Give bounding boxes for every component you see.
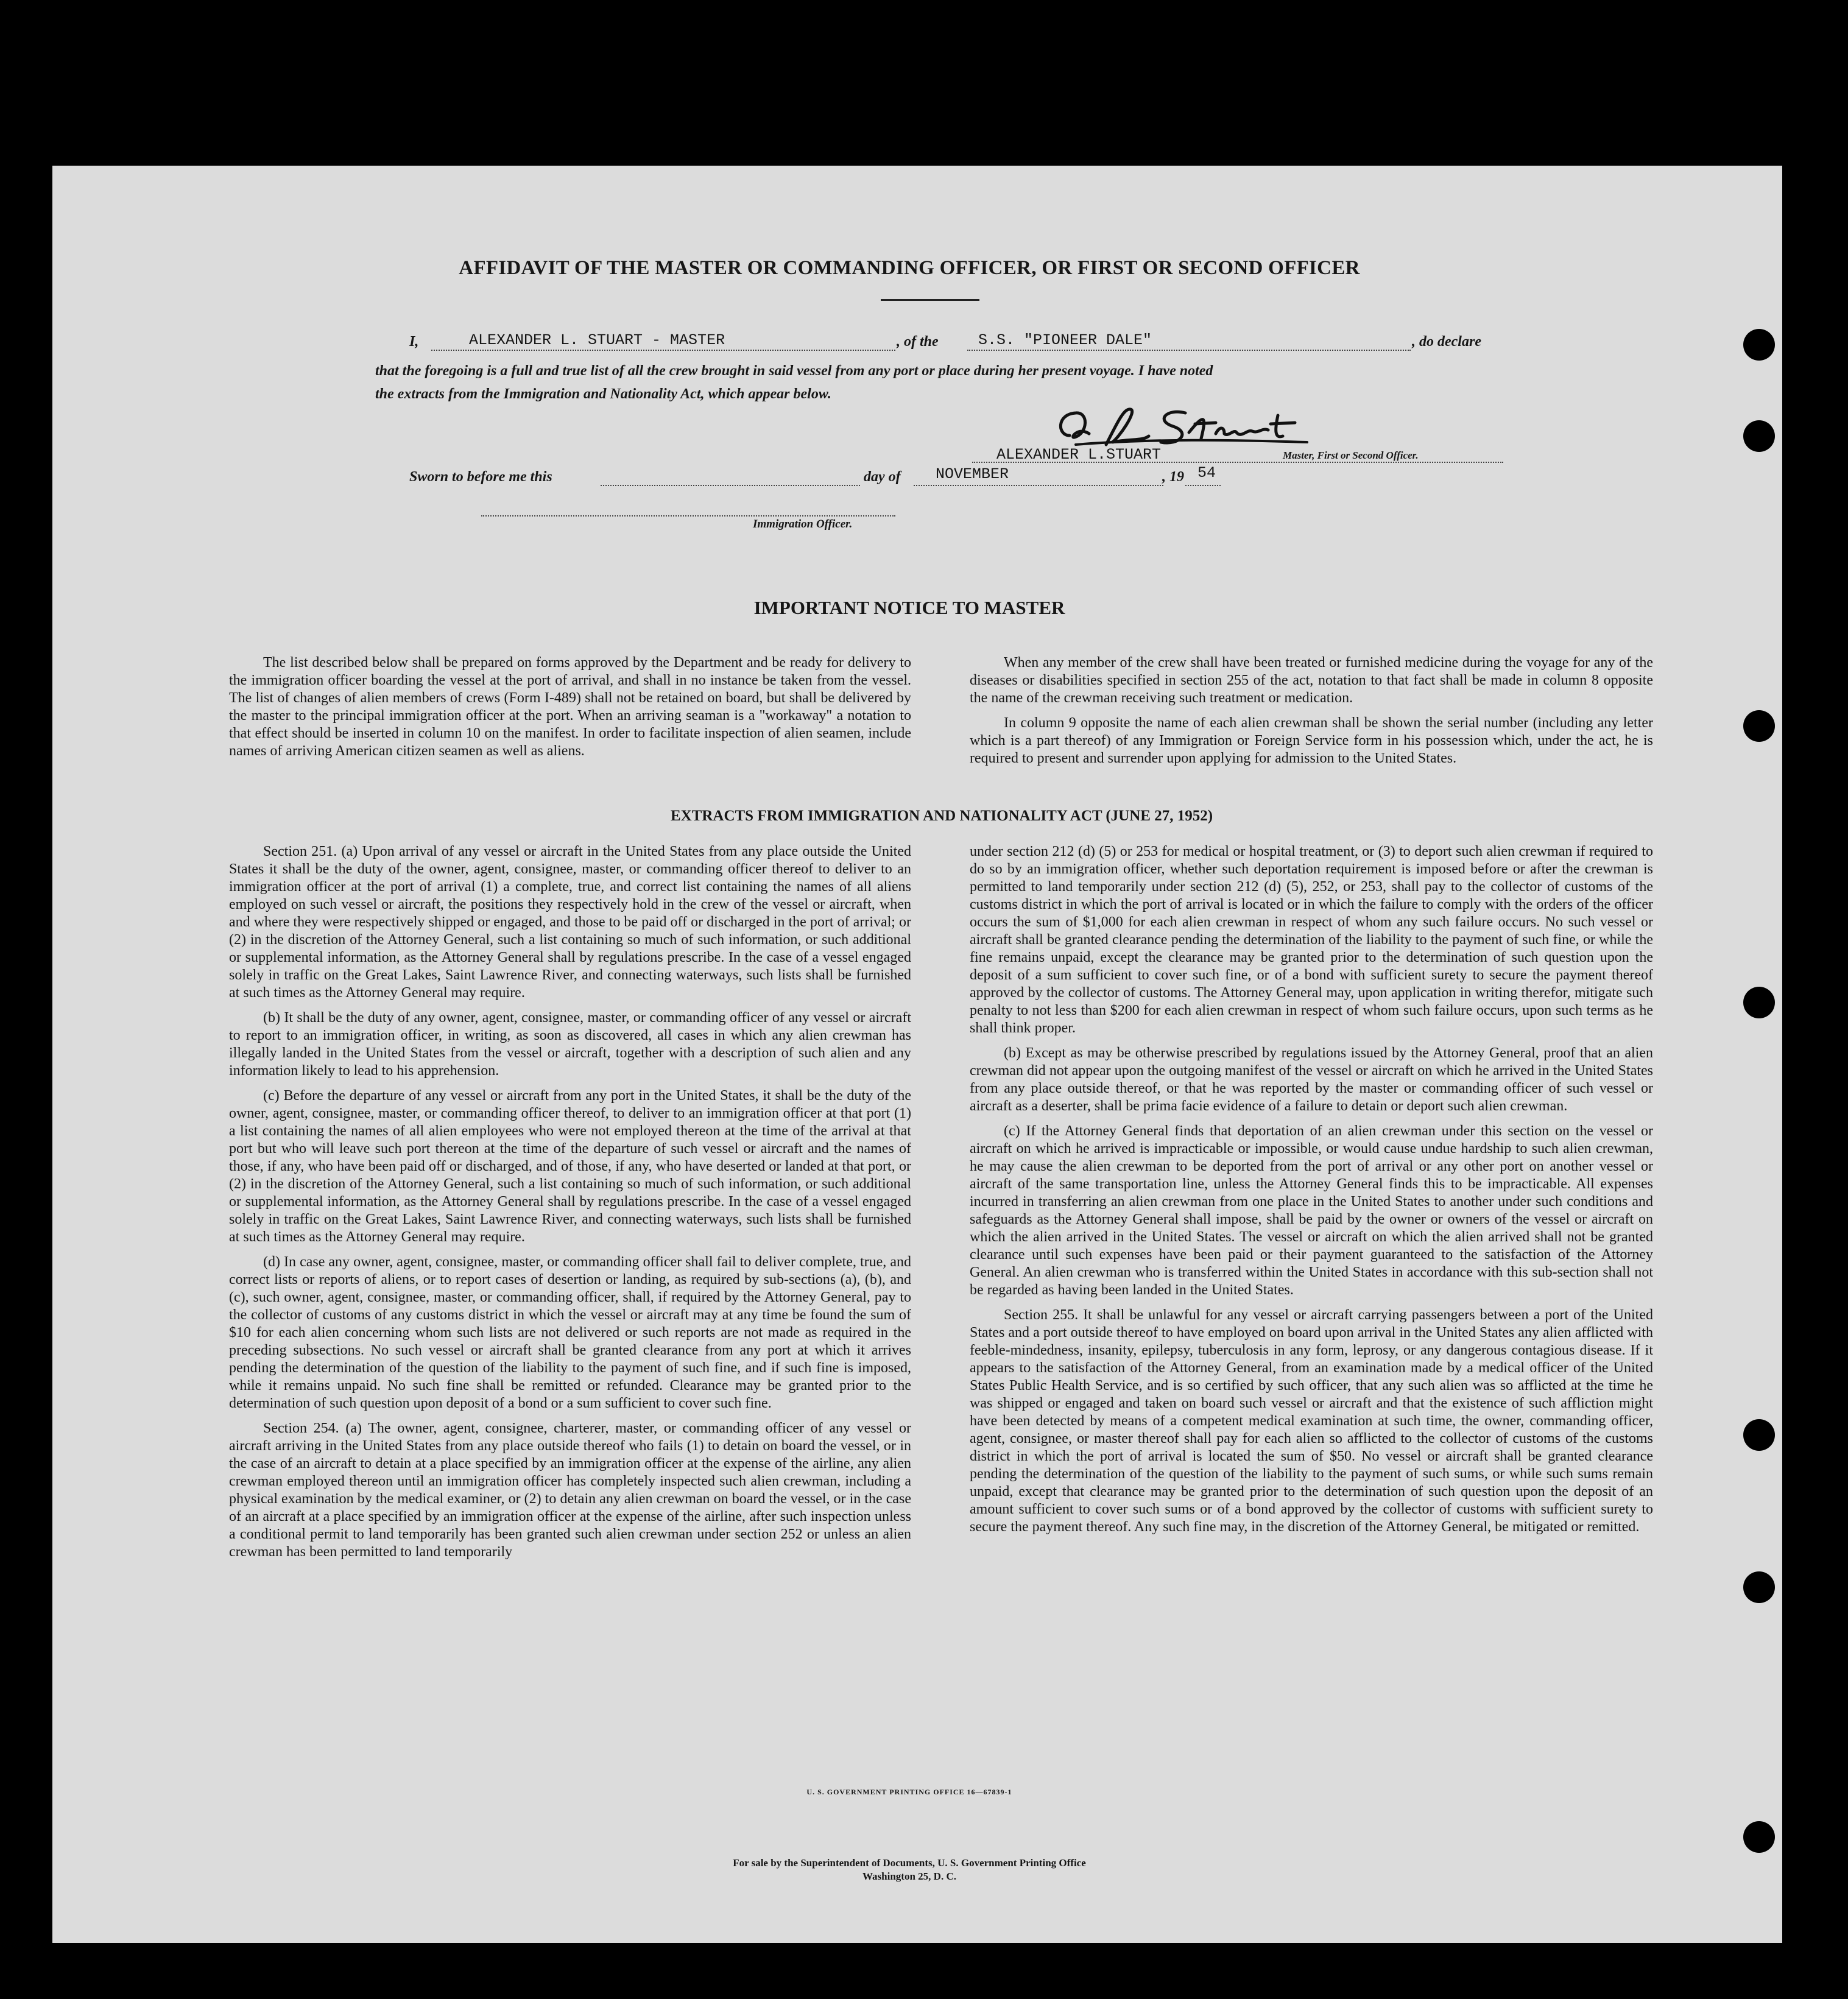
year-prefix: , 19 bbox=[1162, 469, 1184, 485]
section-254a-continued: under section 212 (d) (5) or 253 for medical or hospital treatment, or (3) to deport such alien crewman if required to do so by an immigration officer, whether such deportation requirement is imposed before or after the crewman is permitted to land temporarily under section 212 (d) (5), 252, or 253, shall pay to the collector of customs of the customs district in which the port of arrival is located or in which the failure to comply with the orders of the officer occurs the sum of $1,000 for each alien crewman in respect of whom any such failure occurs. No such vessel or aircraft shall be granted clearance pending the determination of the liability to the payment of such fine, or while the fine remains unpaid, except the clearance may be granted prior to the determination of such question upon the deposit of a sum sufficient to cover such fine, or of a bond with sufficient surety to secure the payment thereof approved by the collector of customs. The Attorney General may, upon application in writing therefor, mitigate such penalty to not less than $200 for each alien crewman in respect of whom such failure occurs, upon such terms as he shall think proper. bbox=[970, 844, 1653, 1036]
notice-right-paragraph-2: In column 9 opposite the name of each alien crewman shall be shown the serial number (including any letter which is a part thereof) of any Immigration or Foreign Service form in his possession which, under the act, he is required to present and surrender upon applying for admission to the United States. bbox=[970, 715, 1653, 766]
immigration-officer-label: Immigration Officer. bbox=[753, 518, 853, 531]
day-of-label: day of bbox=[864, 469, 901, 485]
month-value: NOVEMBER bbox=[936, 465, 1009, 483]
master-name-value: ALEXANDER L. STUART - MASTER bbox=[469, 331, 725, 349]
sale-notice bbox=[375, 1856, 1444, 1883]
section-251b: (b) It shall be the duty of any owner, agent, consignee, master, or commanding officer of any vessel or aircraft to report to an immigration officer, in writing, as soon as discovered, all cases in which any alien crewman has illegally landed in the United States from the vessel or aircraft, together with a description of such alien and any information likely to lead to his apprehension. bbox=[229, 1010, 911, 1079]
immigration-officer-line bbox=[481, 515, 895, 516]
binder-hole bbox=[1743, 710, 1775, 742]
binder-hole bbox=[1743, 1419, 1775, 1451]
do-declare-label: , do declare bbox=[1412, 334, 1481, 350]
signature-line bbox=[972, 462, 1503, 463]
binder-hole bbox=[1743, 420, 1775, 452]
year-value: 54 bbox=[1197, 464, 1216, 482]
bleed-through-text bbox=[418, 227, 424, 255]
notice-left-paragraph: The list described below shall be prepared on forms approved by the Department and be ready for delivery to the immigration officer boarding the vessel at the port of arrival, and shall in no instance be taken from the vessel. The list of changes of alien members of crews (Form I-489) shall not be retained on board, but shall be delivered by the master to the principal immigration officer at the port. When an arriving seaman is a "workaway" a notation to that effect should be inserted in column 10 on the manifest. In order to facilitate inspection of alien seamen, include names of arriving American citizen seamen as well as aliens. bbox=[229, 655, 911, 759]
section-251a: Section 251. (a) Upon arrival of any vessel or aircraft in the United States from any place outside the United States it shall be the duty of the owner, agent, consignee, master, or commanding officer thereof to deliver to an immigration officer at the port of arrival (1) a complete, true, and correct list containing the names of all aliens employed on such vessel or aircraft, the positions they respectively hold in the crew of the vessel or aircraft, when and where they were respectively shipped or engaged, and those to be paid off or discharged in the port of arrival; or (2) in the discretion of the Attorney General, such a list containing so much of such information, or such additional or supplemental information, as the Attorney General shall by regulations prescribe. In the case of a vessel engaged solely in traffic on the Great Lakes, Saint Lawrence River, and connecting waterways, such lists shall be furnished at such times as the Attorney General may require. bbox=[229, 844, 911, 1001]
master-name-line bbox=[431, 350, 895, 351]
title-rule bbox=[881, 299, 979, 301]
section-251c: (c) Before the departure of any vessel or aircraft from any port in the United States, it shall be the duty of the owner, agent, consignee, master, or commanding officer thereof, to deliver to an immigration officer at that port (1) a list containing the names of all alien employees who were not employed thereon at the time of the arrival at that port but who will leave such port thereon at the time of the departure of such vessel or aircraft and the names of those, if any, who have been paid off or discharged, and of those, if any, who have deserted or landed at that port, or (2) in the discretion of the Attorney General, such a list containing so much of such information, or such additional or supplemental information, as the Attorney General shall by regulations prescribe. In the case of a vessel engaged solely in traffic on the Great Lakes, Saint Lawrence River, and connecting waterways, such lists shall be furnished at such times as the Attorney General may require. bbox=[229, 1088, 911, 1245]
sale-notice-line-2: Washington 25, D. C. bbox=[862, 1870, 956, 1882]
notice-left-column bbox=[229, 654, 911, 767]
extracts-right-column bbox=[970, 843, 1653, 1775]
section-254b: (b) Except as may be otherwise prescribed by regulations issued by the Attorney General, proof that an alien crewman did not appear upon the outgoing manifest of the vessel or aircraft on which he arrived in the United States from any place outside thereof, or that he was reported by the master or commanding officer of such vessel or aircraft as a deserter, shall be prima facie evidence of a failure to detain or deport such alien crewman. bbox=[970, 1045, 1653, 1114]
declaration-line-3: the extracts from the Immigration and Nationality Act, which appear below. bbox=[375, 386, 831, 402]
binder-hole bbox=[1743, 987, 1775, 1018]
binder-hole bbox=[1743, 1571, 1775, 1603]
sworn-prefix: Sworn to before me this bbox=[409, 469, 552, 485]
signature-role: Master, First or Second Officer. bbox=[1283, 450, 1419, 461]
binder-hole bbox=[1743, 1821, 1775, 1853]
sworn-date-line bbox=[601, 485, 860, 486]
year-line bbox=[1185, 485, 1221, 486]
section-255: Section 255. It shall be unlawful for any vessel or aircraft carrying passengers between a port of the United States and a port outside thereof to have employed on board upon arrival in the United States any alien afflicted with feeble-mindedness, insanity, epilepsy, tuberculosis in any form, leprosy, or any dangerous contagious disease. If it appears to the satisfaction of the Attorney General, from an examination made by a medical officer of the United States Public Health Service, and is so certified by such officer, that any such alien was so afflicted at the time he was shipped or engaged and taken on board such vessel or aircraft and that the existence of such affliction might have been detected by means of a competent medical examination at such time, the owner, commanding officer, agent, consignee, or master thereof shall pay for each alien so afflicted to the collector of customs of the customs district in which the port of arrival is located the sum of $50. No vessel or aircraft shall be granted clearance pending the determination of the question of the liability to the payment of such sums, or while such sums remain unpaid, except that clearance may be granted prior to the determination of such question upon the deposit of an amount sufficient to cover such sums or of a bond approved by the collector of customs with sufficient surety to secure the payment thereof. Any such fine may, in the discretion of the Attorney General, be mitigated or remitted. bbox=[970, 1307, 1653, 1535]
printing-office-line: U. S. GOVERNMENT PRINTING OFFICE 16—67839-1 bbox=[806, 1788, 1012, 1796]
affidavit-title: AFFIDAVIT OF THE MASTER OR COMMANDING OFFICER, OR FIRST OR SECOND OFFICER bbox=[459, 257, 1360, 279]
vessel-line bbox=[967, 350, 1411, 351]
declaration-prefix: I, bbox=[409, 334, 419, 350]
section-254a: Section 254. (a) The owner, agent, consignee, charterer, master, or commanding officer of any vessel or aircraft arriving in the United States from any place outside thereof who fails (1) to detain on board the vessel, or in the case of an aircraft to detain at a place specified by an immigration officer at the expense of the airline, any alien crewman employed thereon until an immigration officer has completely inspected such alien crewman, including a physical examination by the medical examiner, or (2) to detain any alien crewman on board the vessel, or in the case of an aircraft at a place specified by an immigration officer at the expense of the airline, after such inspection unless a conditional permit to land temporarily has been granted such alien crewman under section 252 or unless an alien crewman has been permitted to land temporarily bbox=[229, 1420, 911, 1560]
section-251d: (d) In case any owner, agent, consignee, master, or commanding officer shall fail to deliver complete, true, and correct lists or reports of aliens, or to report cases of desertion or landing, as required by sub-sections (a), (b), and (c), such owner, agent, consignee, master, or commanding officer, shall, if required by the Attorney General, pay to the collector of customs of any customs district in which the vessel or aircraft may at any time be found the sum of $10 for each alien concerning whom such lists are not delivered or such reports are not made as required in the preceding subsections. No such vessel or aircraft shall be granted clearance from any port at which it arrives pending the determination of the question of the liability to the payment of such fine, and if such fine is imposed, while it remains unpaid. No such fine shall be remitted or refunded. Clearance may be granted prior to the determination of such question upon deposit of a bond or a sum sufficient to cover such fine. bbox=[229, 1254, 911, 1411]
extracts-title: EXTRACTS FROM IMMIGRATION AND NATIONALITY ACT (JUNE 27, 1952) bbox=[670, 808, 1213, 824]
sale-notice-line-1: For sale by the Superintendent of Documents, U. S. Government Printing Office bbox=[733, 1857, 1086, 1869]
notice-right-paragraph-1: When any member of the crew shall have been treated or furnished medicine during the voyage for any of the diseases or disabilities specified in section 255 of the act, notation to that fact shall be made in column 8 opposite the name of the crewman receiving such treatment or medication. bbox=[970, 655, 1653, 706]
declaration-line-2: that the foregoing is a full and true list of all the crew brought in said vessel from any port or place during her present voyage. I have noted bbox=[375, 363, 1213, 379]
extracts-left-column bbox=[229, 843, 911, 1775]
month-line bbox=[914, 485, 1163, 486]
notice-title: IMPORTANT NOTICE TO MASTER bbox=[753, 597, 1065, 618]
handwritten-signature bbox=[1051, 402, 1319, 451]
of-the-label: , of the bbox=[897, 334, 939, 350]
section-254c: (c) If the Attorney General finds that deportation of an alien crewman under this section on the vessel or aircraft on which he arrived is impracticable or impossible, or would cause undue hardship to such alien crewman, he may cause the alien crewman to be deported from the port of arrival or any other port on another vessel or aircraft of the same transportation line, unless the Attorney General finds this to be impracticable. All expenses incurred in transferring an alien crewman from one place in the United States to another under such conditions and safeguards as the Attorney General shall impose, shall be paid by the owner or owners of the vessel or aircraft on which the alien arrived in the United States. The vessel or aircraft on which the alien arrived shall not be granted clearance until such expenses have been paid or their payment guaranteed to the satisfaction of the Attorney General. An alien crewman who is transferred within the United States in accordance with this sub-section shall not be regarded as having been landed in the United States. bbox=[970, 1123, 1653, 1298]
vessel-name-value: S.S. "PIONEER DALE" bbox=[978, 331, 1152, 349]
typed-signature: ALEXANDER L.STUART bbox=[996, 446, 1162, 464]
notice-right-column bbox=[970, 654, 1653, 775]
binder-hole bbox=[1743, 329, 1775, 361]
